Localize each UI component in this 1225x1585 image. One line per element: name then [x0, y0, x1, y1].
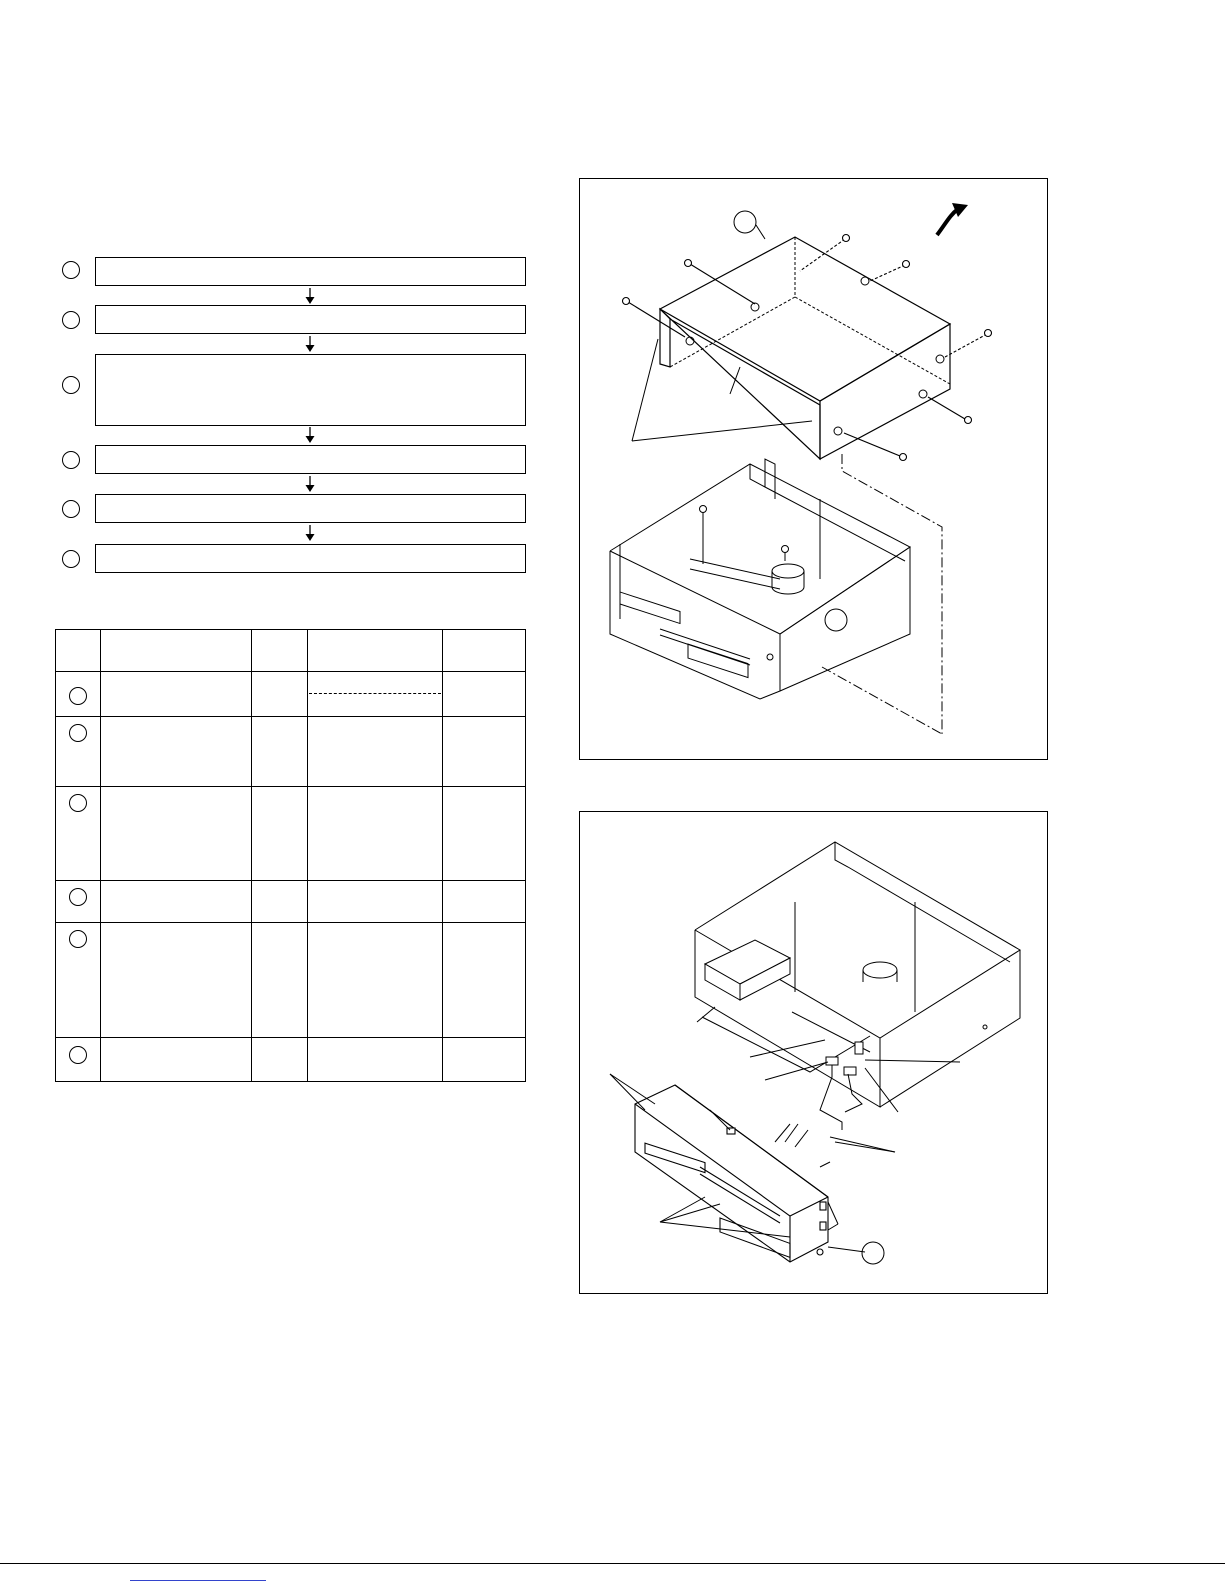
table-row-divider	[56, 1037, 525, 1038]
table-row-divider	[56, 922, 525, 923]
flow-step-2	[95, 305, 526, 334]
row-step-marker	[69, 724, 87, 742]
disassembly-table	[55, 629, 526, 1082]
chassis	[610, 459, 910, 699]
table-col-divider	[442, 630, 443, 1081]
footer-link-underline[interactable]	[130, 1580, 266, 1581]
table-col-divider	[100, 630, 101, 1081]
flow-step-4	[95, 445, 526, 474]
flow-arrow-5	[303, 525, 317, 541]
row-step-marker	[69, 930, 87, 948]
step-4-marker	[62, 451, 80, 469]
callout-circle	[734, 211, 756, 233]
table-row-divider	[56, 880, 525, 881]
row-step-marker	[69, 687, 87, 705]
footer-rule	[0, 1563, 1225, 1564]
front-panel	[635, 1085, 828, 1262]
flow-step-1	[95, 257, 526, 286]
step-6-marker	[62, 550, 80, 568]
row-removal-dashed-line	[309, 693, 441, 694]
figure-front-panel	[579, 811, 1048, 1294]
figure-top-cover	[579, 178, 1048, 760]
flow-step-5	[95, 494, 526, 523]
table-col-divider	[307, 630, 308, 1081]
table-row-divider	[56, 716, 525, 717]
flow-step-6	[95, 544, 526, 573]
step-5-marker	[62, 500, 80, 518]
step-1-marker	[62, 261, 80, 279]
flow-arrow-3	[303, 427, 317, 443]
callout-circle	[825, 609, 847, 631]
flow-step-3	[95, 354, 526, 426]
chassis	[695, 842, 1020, 1107]
top-cover-illustration	[580, 179, 1047, 759]
table-row-divider	[56, 671, 525, 672]
step-2-marker	[62, 311, 80, 329]
table-col-divider	[251, 630, 252, 1081]
flow-arrow-2	[303, 336, 317, 352]
step-3-marker	[62, 376, 80, 394]
row-step-marker	[69, 1046, 87, 1064]
callout-circle	[862, 1242, 884, 1264]
flow-arrow-4	[303, 476, 317, 492]
flow-arrow-1	[303, 288, 317, 304]
screw-icon	[623, 235, 992, 461]
table-row-divider	[56, 786, 525, 787]
row-step-marker	[69, 794, 87, 812]
front-panel-illustration	[580, 812, 1047, 1293]
row-step-marker	[69, 888, 87, 906]
